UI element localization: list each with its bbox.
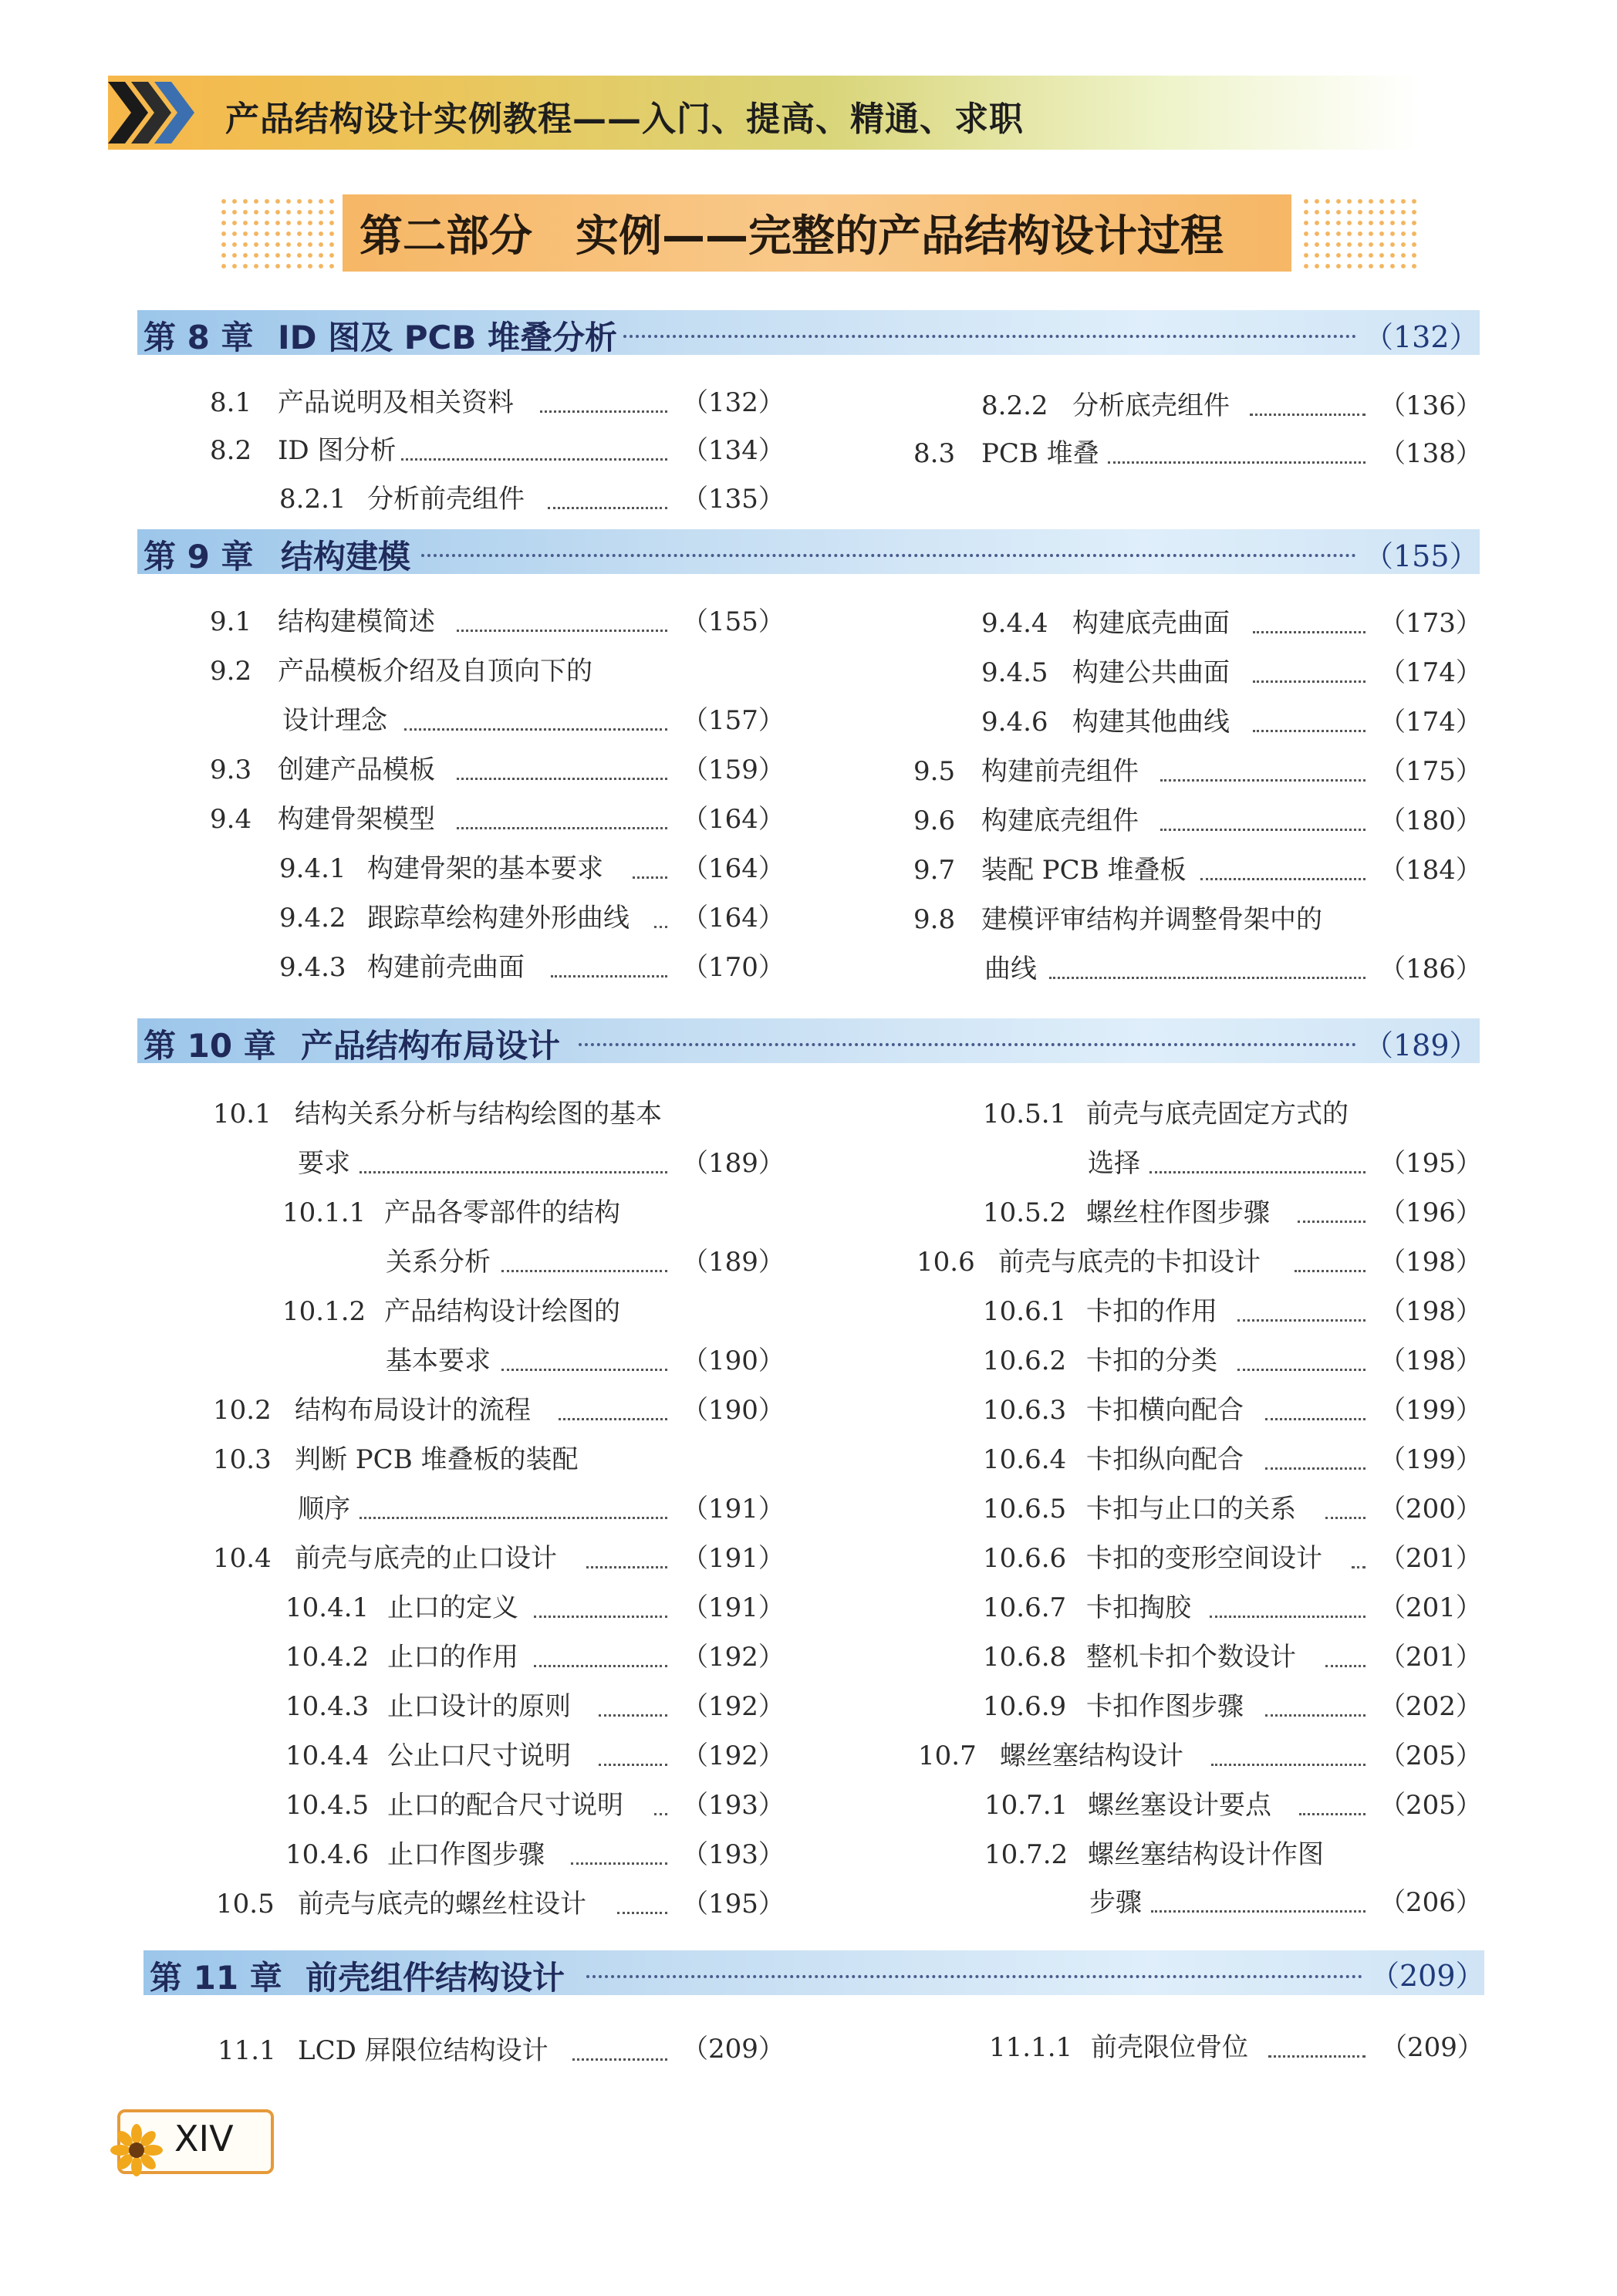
toc-entry-continued[interactable]: 步骤 [1089, 1887, 1142, 1918]
toc-entry[interactable]: 构建公共曲面 [1072, 657, 1230, 688]
dot-leader [1352, 1566, 1366, 1568]
entry-number: 9.3 [210, 755, 252, 785]
toc-entry[interactable]: 构建骨架模型 [278, 804, 435, 835]
dot-leader [599, 1714, 667, 1717]
dot-leader [654, 1813, 667, 1815]
toc-entry[interactable]: ID 图分析 [278, 435, 397, 466]
dot-leader [401, 458, 667, 461]
chapter-page: （132） [1364, 320, 1479, 354]
entry-page: （174） [1379, 707, 1482, 738]
entry-page: （157） [682, 705, 785, 736]
dot-leader [1151, 1910, 1366, 1913]
entry-number: 9.5 [913, 756, 956, 787]
entry-page: （191） [682, 1592, 785, 1623]
chapter-label[interactable]: 第 11 章 [150, 1959, 282, 1997]
entry-page: （206） [1379, 1887, 1482, 1918]
entry-page: （198） [1379, 1346, 1482, 1376]
entry-page: （173） [1379, 608, 1482, 639]
entry-number: 10.6.3 [983, 1395, 1067, 1426]
toc-entry[interactable]: 前壳与底壳的螺丝柱设计 [298, 1889, 586, 1920]
entry-number: 8.1 [210, 387, 252, 418]
dot-leader [540, 410, 667, 413]
entry-number: 8.3 [913, 438, 956, 469]
entry-number: 10.4.3 [285, 1691, 370, 1722]
entry-page: （205） [1379, 1790, 1482, 1821]
toc-entry-continued[interactable]: 顺序 [298, 1494, 350, 1524]
entry-page: （191） [682, 1494, 785, 1524]
toc-entry[interactable]: 螺丝塞设计要点 [1088, 1790, 1271, 1821]
chapter-label[interactable]: 第 9 章 [143, 538, 254, 576]
entry-page: （184） [1379, 855, 1482, 886]
dot-leader [421, 554, 1356, 557]
toc-entry[interactable]: 螺丝塞结构设计作图 [1088, 1839, 1324, 1870]
entry-page: （138） [1379, 438, 1482, 469]
entry-number: 9.2 [210, 656, 252, 687]
dot-leader [1210, 1616, 1366, 1618]
toc-entry[interactable]: 止口的定义 [387, 1592, 518, 1623]
entry-page: （190） [682, 1346, 785, 1376]
dot-leader [1265, 1467, 1366, 1470]
toc-entry[interactable]: 分析底壳组件 [1072, 390, 1230, 421]
toc-entry-continued[interactable]: 曲线 [984, 954, 1037, 984]
entry-page: （159） [682, 755, 785, 785]
toc-entry[interactable]: 螺丝柱作图步骤 [1086, 1197, 1270, 1228]
toc-entry[interactable]: 卡扣掏胶 [1086, 1592, 1191, 1623]
entry-page: （175） [1379, 756, 1482, 787]
toc-entry[interactable]: 整机卡扣个数设计 [1086, 1642, 1296, 1673]
dot-leader [1295, 1270, 1366, 1272]
entry-number: 10.5.1 [983, 1099, 1067, 1129]
entry-page: （164） [682, 903, 785, 934]
entry-page: （189） [682, 1148, 785, 1179]
dot-leader [617, 1912, 667, 1914]
entry-page: （209） [682, 2034, 785, 2065]
toc-entry[interactable]: 前壳限位骨位 [1091, 2032, 1248, 2063]
entry-number: 10.4.5 [285, 1790, 370, 1821]
dot-leader [559, 1418, 667, 1420]
toc-entry[interactable]: 建模评审结构并调整骨架中的 [981, 904, 1322, 935]
entry-number: 10.5.2 [983, 1197, 1067, 1228]
entry-number: 9.4.4 [981, 608, 1048, 639]
dot-leader [586, 1566, 667, 1568]
dot-leader [1325, 1517, 1366, 1519]
dot-leader [572, 2058, 667, 2061]
decorative-dots-left [218, 196, 334, 270]
entry-number: 10.1.2 [282, 1296, 366, 1327]
entry-page: （135） [682, 484, 785, 515]
toc-entry[interactable]: 结构关系分析与结构绘图的基本 [295, 1099, 662, 1129]
dot-leader [551, 975, 667, 977]
dot-leader [501, 1369, 667, 1371]
entry-page: （198） [1379, 1296, 1482, 1327]
entry-number: 11.1.1 [989, 2032, 1073, 2063]
dot-leader [1250, 414, 1366, 416]
entry-page: （202） [1379, 1691, 1482, 1722]
entry-page: （200） [1379, 1494, 1482, 1524]
toc-entry[interactable]: 卡扣与止口的关系 [1086, 1494, 1296, 1524]
entry-page: （192） [682, 1691, 785, 1722]
toc-entry[interactable]: 构建前壳曲面 [367, 952, 525, 983]
toc-entry[interactable]: 卡扣的变形空间设计 [1086, 1543, 1322, 1574]
dot-leader [457, 827, 667, 829]
chapter-title[interactable]: 结构建模 [281, 538, 411, 576]
toc-entry[interactable]: 前壳与底壳的止口设计 [295, 1543, 557, 1574]
entry-number: 9.8 [913, 904, 956, 935]
toc-entry[interactable]: 卡扣作图步骤 [1086, 1691, 1244, 1722]
dot-leader [586, 1975, 1362, 1978]
dot-leader [599, 1764, 667, 1766]
entry-page: （205） [1379, 1741, 1482, 1771]
toc-entry[interactable]: 构建底壳曲面 [1072, 608, 1230, 639]
entry-page: （201） [1379, 1543, 1482, 1574]
dot-leader [534, 1665, 667, 1667]
toc-entry[interactable]: 产品各零部件的结构 [384, 1197, 620, 1228]
toc-entry[interactable]: 构建其他曲线 [1072, 707, 1230, 738]
toc-entry[interactable]: 前壳与底壳固定方式的 [1086, 1099, 1349, 1129]
chapter-page: （209） [1370, 1959, 1485, 1993]
entry-number: 10.6 [917, 1247, 975, 1278]
entry-page: （134） [682, 435, 785, 466]
chevron-arrows-icon [108, 76, 208, 150]
dot-leader [1299, 1813, 1366, 1815]
entry-number: 10.6.9 [983, 1691, 1067, 1722]
dot-leader [1211, 1764, 1366, 1766]
entry-page: （195） [1379, 1148, 1482, 1179]
toc-entry[interactable]: 创建产品模板 [278, 755, 435, 785]
toc-entry[interactable]: 产品说明及相关资料 [278, 387, 514, 418]
toc-entry[interactable]: 止口设计的原则 [387, 1691, 571, 1722]
dot-leader [360, 1171, 667, 1173]
toc-entry[interactable]: 判断 PCB 堆叠板的装配 [295, 1444, 579, 1475]
entry-number: 8.2 [210, 435, 252, 466]
dot-leader [457, 778, 667, 780]
dot-leader [571, 1862, 667, 1865]
dot-leader [1237, 1319, 1366, 1322]
entry-page: （190） [682, 1395, 785, 1426]
entry-number: 10.6.7 [983, 1592, 1067, 1623]
toc-entry-continued[interactable]: 关系分析 [386, 1247, 491, 1278]
entry-number: 10.6.4 [983, 1444, 1067, 1475]
entry-number: 8.2.1 [279, 484, 346, 515]
dot-leader [623, 335, 1356, 338]
entry-page: （201） [1379, 1592, 1482, 1623]
entry-page: （186） [1379, 954, 1482, 984]
entry-number: 10.4 [213, 1543, 272, 1574]
toc-entry[interactable]: 卡扣横向配合 [1086, 1395, 1244, 1426]
toc-entry[interactable]: 前壳与底壳的卡扣设计 [998, 1247, 1261, 1278]
entry-page: （196） [1379, 1197, 1482, 1228]
dot-leader [1325, 1665, 1366, 1667]
toc-entry[interactable]: 分析前壳组件 [367, 484, 525, 515]
entry-number: 10.7 [918, 1741, 977, 1771]
entry-number: 10.6.5 [983, 1494, 1067, 1524]
dot-leader [548, 507, 667, 509]
chapter-title[interactable]: ID 图及 PCB 堆叠分析 [278, 319, 617, 356]
entry-number: 10.2 [213, 1395, 272, 1426]
entry-page: （174） [1379, 657, 1482, 688]
entry-number: 10.5 [216, 1889, 275, 1920]
entry-number: 10.6.6 [983, 1543, 1067, 1574]
entry-page: （192） [682, 1741, 785, 1771]
entry-page: （192） [682, 1642, 785, 1673]
dot-leader [1160, 829, 1366, 831]
toc-entry[interactable]: 产品结构设计绘图的 [384, 1296, 620, 1327]
entry-page: （136） [1379, 390, 1482, 421]
entry-number: 9.4.5 [981, 657, 1048, 688]
entry-number: 11.1 [218, 2035, 276, 2066]
flower-icon [110, 2123, 164, 2177]
book-title: 产品结构设计实例教程——入门、提高、精通、求职 [225, 100, 1024, 139]
dot-leader [654, 926, 667, 928]
entry-page: （191） [682, 1543, 785, 1574]
entry-page: （201） [1379, 1642, 1482, 1673]
entry-number: 10.6.8 [983, 1642, 1067, 1673]
dot-leader [579, 1043, 1356, 1046]
dot-leader [1265, 1418, 1366, 1420]
dot-leader [1149, 1171, 1366, 1173]
toc-entry[interactable]: 卡扣纵向配合 [1086, 1444, 1244, 1475]
entry-number: 10.4.1 [285, 1592, 370, 1623]
chapter-label[interactable]: 第 10 章 [143, 1027, 276, 1065]
dot-leader [1253, 631, 1366, 633]
toc-entry[interactable]: 装配 PCB 堆叠板 [981, 855, 1187, 886]
entry-page: （164） [682, 853, 785, 884]
dot-leader [1298, 1221, 1366, 1223]
entry-page: （189） [682, 1247, 785, 1278]
dot-leader [1049, 977, 1366, 979]
toc-entry[interactable]: 结构建模简述 [278, 606, 435, 637]
toc-entry-continued[interactable]: 选择 [1088, 1148, 1140, 1179]
dot-leader [633, 876, 667, 879]
dot-leader [1200, 878, 1366, 880]
chapter-label[interactable]: 第 8 章 [143, 319, 254, 356]
entry-page: （198） [1379, 1247, 1482, 1278]
entry-number: 9.4.6 [981, 707, 1048, 738]
dot-leader [1268, 2055, 1366, 2058]
toc-entry[interactable]: 构建底壳组件 [981, 805, 1139, 836]
dot-leader [1253, 680, 1366, 683]
entry-page: （170） [682, 952, 785, 983]
entry-number: 10.4.6 [285, 1839, 370, 1870]
toc-entry[interactable]: 构建骨架的基本要求 [367, 853, 603, 884]
entry-page: （199） [1379, 1395, 1482, 1426]
entry-number: 10.1.1 [282, 1197, 366, 1228]
dot-leader [501, 1270, 667, 1272]
toc-entry[interactable]: 跟踪草绘构建外形曲线 [367, 903, 630, 934]
entry-number: 10.6.2 [983, 1346, 1067, 1376]
part-title: 第二部分 实例——完整的产品结构设计过程 [360, 211, 1224, 262]
toc-entry[interactable]: 止口的作用 [387, 1642, 518, 1673]
entry-page: （193） [682, 1839, 785, 1870]
toc-entry[interactable]: 卡扣的分类 [1086, 1346, 1217, 1376]
entry-number: 9.7 [913, 855, 956, 886]
dot-leader [360, 1517, 667, 1519]
entry-page: （155） [682, 606, 785, 637]
entry-number: 9.6 [913, 805, 956, 836]
toc-entry[interactable]: 构建前壳组件 [981, 756, 1139, 787]
dot-leader [1265, 1714, 1366, 1717]
entry-number: 10.7.1 [984, 1790, 1068, 1821]
dot-leader [457, 630, 667, 632]
entry-number: 10.1 [213, 1099, 272, 1129]
dot-leader [534, 1616, 667, 1618]
entry-page: （195） [682, 1889, 785, 1920]
dot-leader [1237, 1369, 1366, 1371]
chapter-title[interactable]: 产品结构布局设计 [301, 1027, 561, 1065]
toc-entry-continued[interactable]: 设计理念 [282, 705, 387, 736]
entry-number: 10.3 [213, 1444, 272, 1475]
chapter-title[interactable]: 前壳组件结构设计 [306, 1959, 565, 1997]
toc-entry[interactable]: 螺丝塞结构设计 [1000, 1741, 1183, 1771]
entry-page: （180） [1379, 805, 1482, 836]
entry-page: （164） [682, 804, 785, 835]
toc-entry[interactable]: 产品模板介绍及自顶向下的 [278, 656, 592, 687]
entry-number: 9.4.2 [279, 903, 346, 934]
toc-entry[interactable]: 止口的配合尺寸说明 [387, 1790, 623, 1821]
toc-entry[interactable]: 公止口尺寸说明 [387, 1741, 571, 1771]
chapter-page: （155） [1364, 539, 1479, 573]
entry-number: 9.4.1 [279, 853, 346, 884]
entry-page: （209） [1381, 2032, 1484, 2063]
decorative-dots-right [1301, 196, 1416, 270]
entry-number: 10.4.4 [285, 1741, 370, 1771]
dot-leader [404, 728, 667, 731]
toc-entry-continued[interactable]: 基本要求 [386, 1346, 491, 1376]
toc-entry[interactable]: 结构布局设计的流程 [295, 1395, 531, 1426]
page-number: XIV [174, 2118, 234, 2159]
toc-entry[interactable]: PCB 堆叠 [981, 438, 1099, 469]
dot-leader [1108, 461, 1366, 464]
toc-entry[interactable]: LCD 屏限位结构设计 [298, 2035, 549, 2066]
entry-number: 10.6.1 [983, 1296, 1067, 1327]
entry-number: 10.4.2 [285, 1642, 370, 1673]
toc-entry-continued[interactable]: 要求 [298, 1148, 350, 1179]
entry-number: 9.4 [210, 804, 252, 835]
entry-number: 9.1 [210, 606, 252, 637]
toc-entry[interactable]: 卡扣的作用 [1086, 1296, 1217, 1327]
toc-entry[interactable]: 止口作图步骤 [387, 1839, 545, 1870]
dot-leader [1160, 779, 1366, 782]
entry-page: （193） [682, 1790, 785, 1821]
entry-number: 8.2.2 [981, 390, 1048, 421]
entry-page: （199） [1379, 1444, 1482, 1475]
entry-page: （132） [682, 387, 785, 418]
dot-leader [1253, 730, 1366, 732]
entry-number: 9.4.3 [279, 952, 346, 983]
entry-number: 10.7.2 [984, 1839, 1068, 1870]
chapter-page: （189） [1364, 1028, 1479, 1062]
